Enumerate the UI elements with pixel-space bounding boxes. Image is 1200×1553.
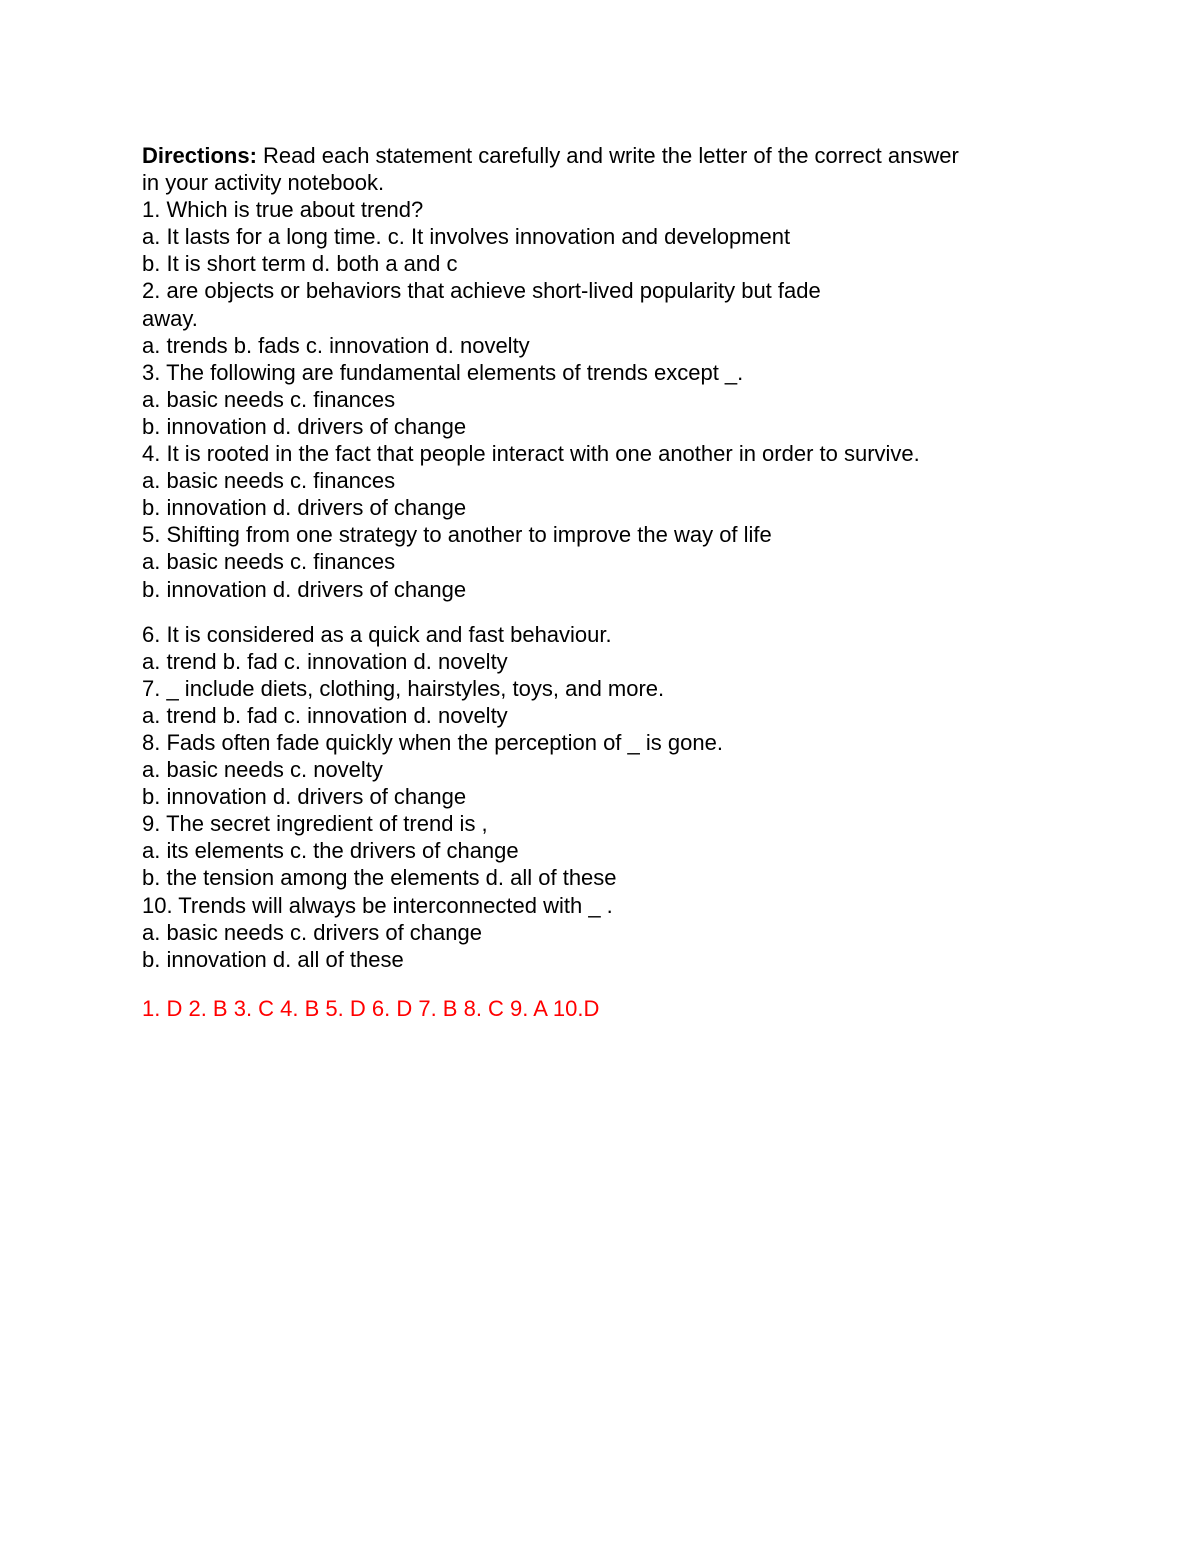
question-4: 4. It is rooted in the fact that people interact with one another in order to survive. bbox=[142, 441, 920, 467]
question-4-options-a-c: a. basic needs c. finances bbox=[142, 468, 396, 494]
questions-block-1 bbox=[142, 142, 1102, 603]
directions-line-2: in your activity notebook. bbox=[142, 170, 385, 196]
question-6: 6. It is considered as a quick and fast behaviour. bbox=[142, 621, 612, 647]
question-2-options: a. trends b. fads c. innovation d. novelty bbox=[142, 332, 530, 358]
directions-label: Directions: bbox=[142, 143, 257, 168]
answer-key-text: 1. D 2. B 3. C 4. B 5. D 6. D 7. B 8. C 9. A 10.D bbox=[142, 995, 600, 1021]
directions-line-1 bbox=[142, 142, 1102, 169]
answer-key bbox=[142, 995, 1102, 1022]
question-6-options: a. trend b. fad c. innovation d. novelty bbox=[142, 648, 508, 674]
question-1-options-b-d: b. It is short term d. both a and c bbox=[142, 251, 458, 277]
question-7-options: a. trend b. fad c. innovation d. novelty bbox=[142, 702, 508, 728]
question-2: 2. are objects or behaviors that achieve short-lived popularity but fade bbox=[142, 278, 821, 304]
questions-block-2 bbox=[142, 621, 1102, 973]
question-4-options-b-d: b. innovation d. drivers of change bbox=[142, 495, 467, 521]
question-9: 9. The secret ingredient of trend is , bbox=[142, 811, 488, 837]
question-5-options-a-c: a. basic needs c. finances bbox=[142, 549, 396, 575]
question-8: 8. Fads often fade quickly when the perception of _ is gone. bbox=[142, 729, 723, 755]
question-3: 3. The following are fundamental elements of trends except _. bbox=[142, 359, 744, 385]
directions-text-1: Read each statement carefully and write the letter of the correct answer bbox=[256, 143, 959, 168]
worksheet-content bbox=[142, 142, 1102, 1022]
question-9-options-a-c: a. its elements c. the drivers of change bbox=[142, 838, 519, 864]
question-1: 1. Which is true about trend? bbox=[142, 197, 424, 223]
question-8-options-b-d: b. innovation d. drivers of change bbox=[142, 784, 467, 810]
question-3-options-b-d: b. innovation d. drivers of change bbox=[142, 413, 467, 439]
question-10: 10. Trends will always be interconnected with _ . bbox=[142, 892, 613, 918]
question-8-options-a-c: a. basic needs c. novelty bbox=[142, 757, 383, 783]
question-10-options-b-d: b. innovation d. all of these bbox=[142, 946, 404, 972]
question-10-options-a-c: a. basic needs c. drivers of change bbox=[142, 919, 482, 945]
question-9-options-b-d: b. the tension among the elements d. all of these bbox=[142, 865, 617, 891]
question-5: 5. Shifting from one strategy to another to improve the way of life bbox=[142, 522, 772, 548]
question-5-options-b-d: b. innovation d. drivers of change bbox=[142, 576, 467, 602]
question-3-options-a-c: a. basic needs c. finances bbox=[142, 386, 396, 412]
question-1-options-a-c: a. It lasts for a long time. c. It involves innovation and development bbox=[142, 224, 791, 250]
question-7: 7. _ include diets, clothing, hairstyles, toys, and more. bbox=[142, 675, 665, 701]
question-2-continued: away. bbox=[142, 305, 198, 331]
